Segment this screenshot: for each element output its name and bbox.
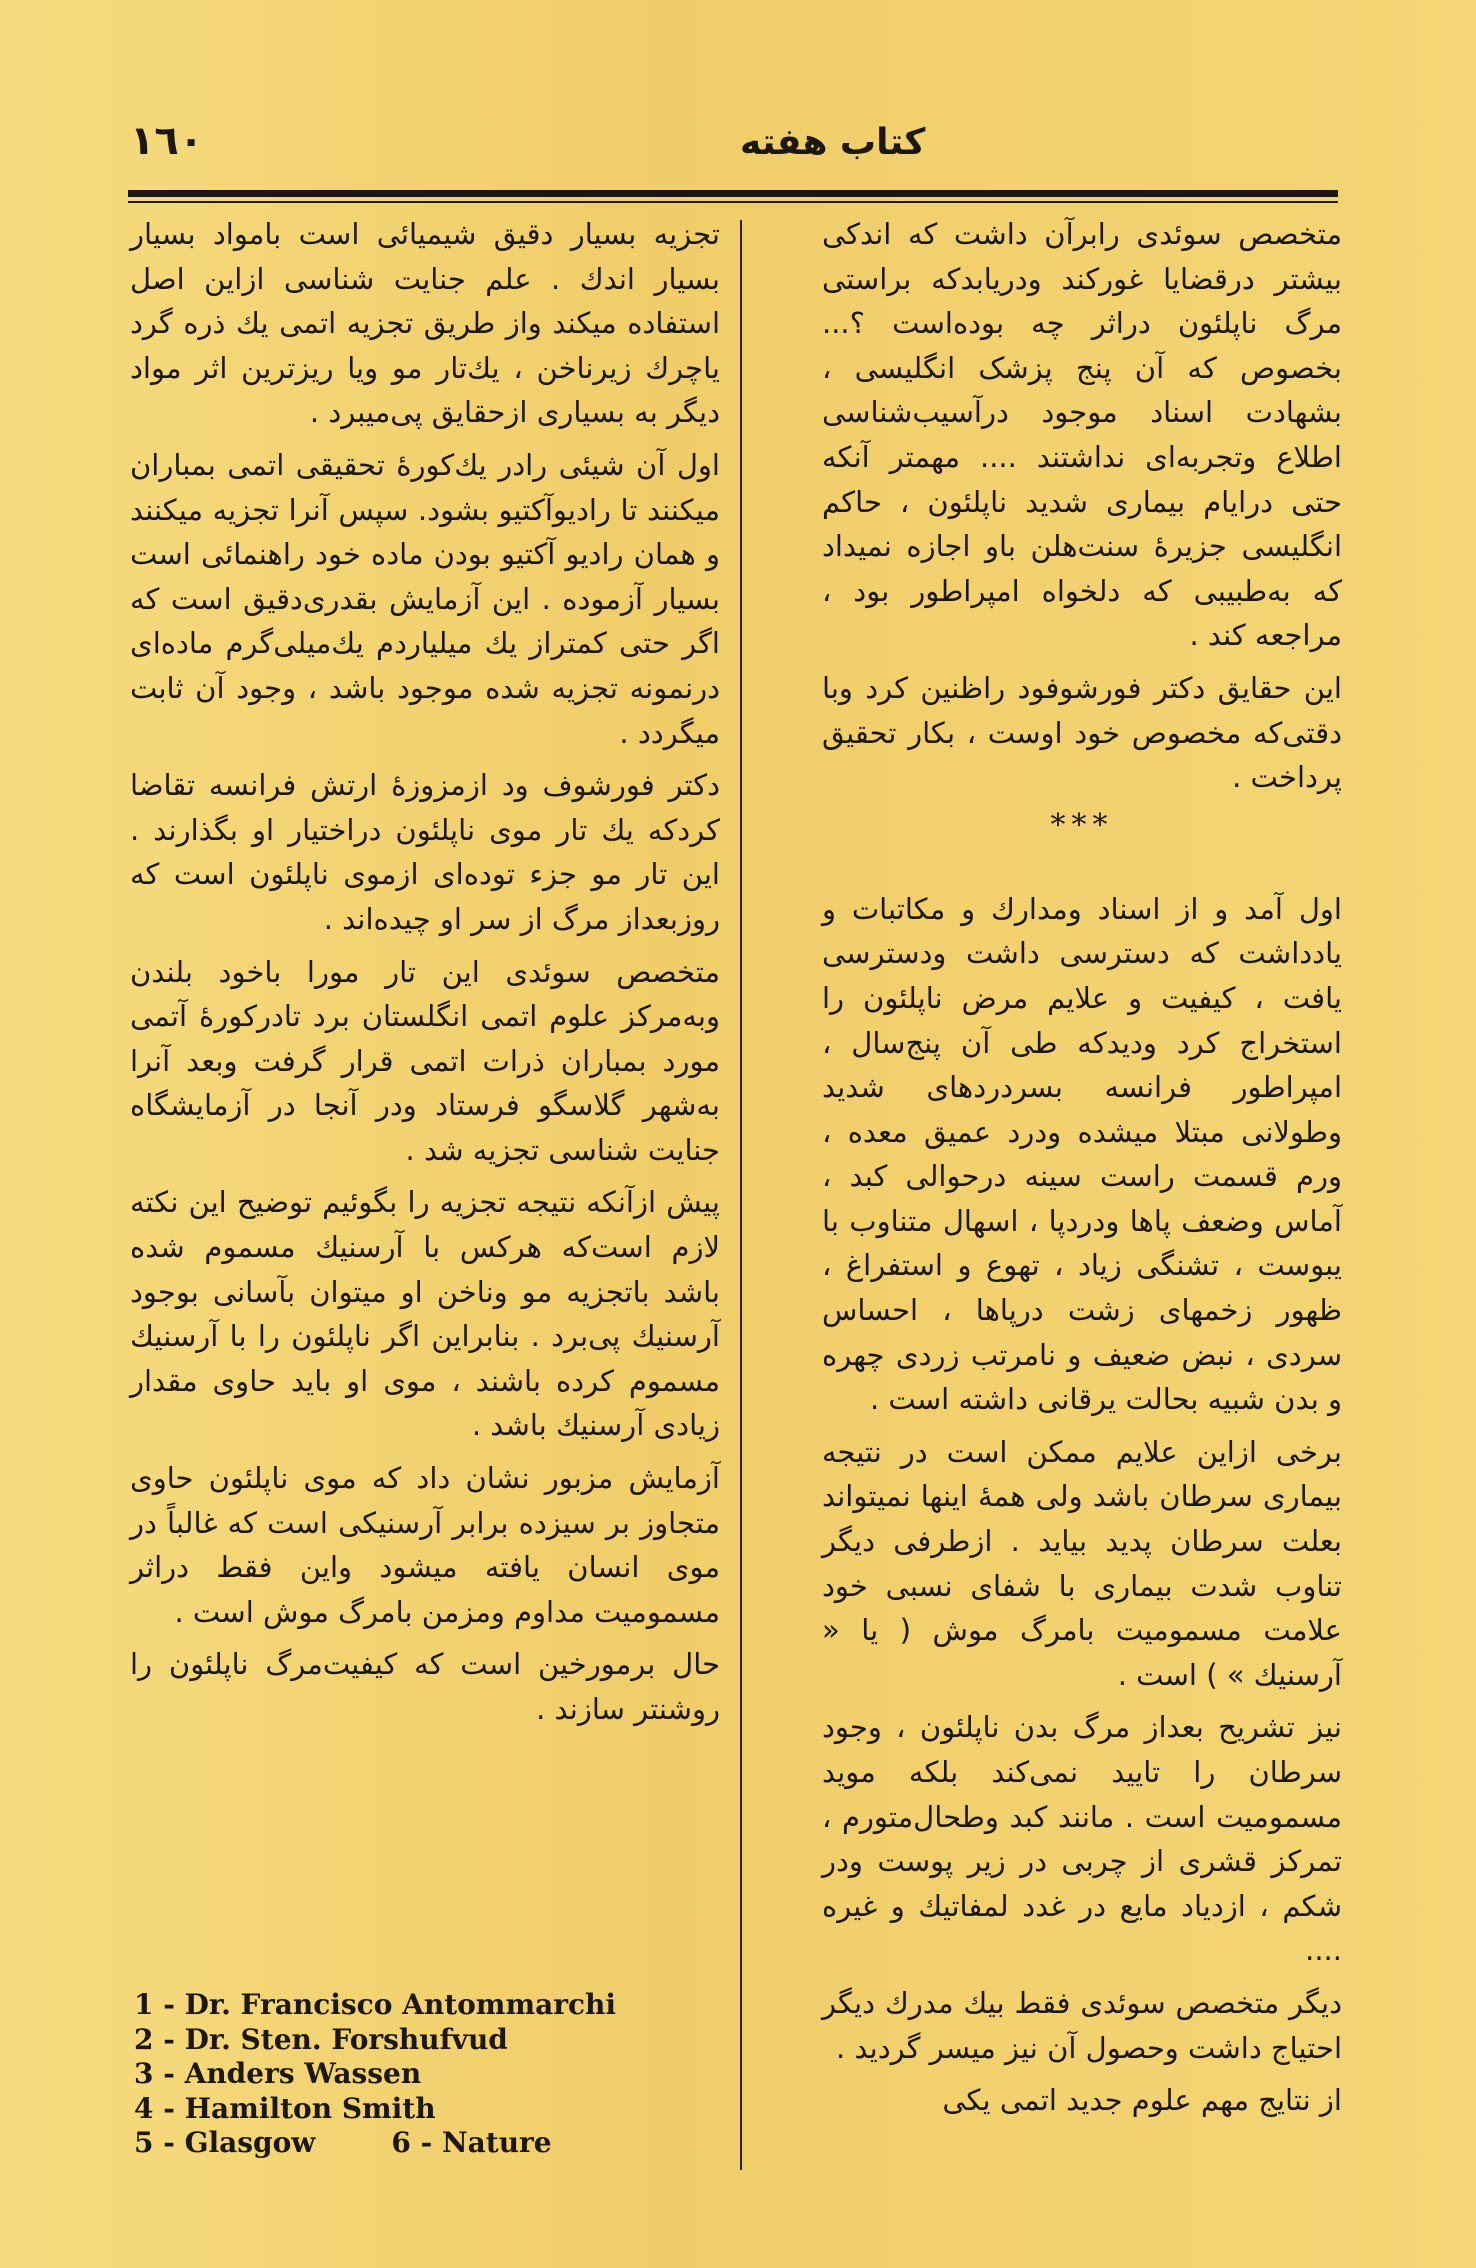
- running-title: کتاب هفته: [740, 122, 926, 163]
- paragraph: متخصص سوئدی این تار مورا باخود بلندن وبه‌مرکز علوم اتمی انگلستان برد تادرکورهٔ آتمی مورد بمباران ذرات اتمی قرار گرفت وبعد آنرا به‌شهر گلاسگو فرستاد ودر آنجا در آزمایشگاه جنایت شناسی تجزیه شد .: [130, 954, 720, 1167]
- footnote-row: [134, 2126, 734, 2161]
- paragraph: آزمایش مزبور نشان داد که موی ناپلئون حاوی متجاوز بر سیزده برابر آرسنیکی است که غالباً در موی انسان یافته میشود واین فقط دراثر مسمومیت مداوم ومزمن بامرگ موش است .: [130, 1461, 720, 1629]
- header-rule-thick: [128, 190, 1338, 197]
- paragraph: دیگر متخصص سوئدی فقط بیك مدرك دیگر احتیاج داشت وحصول آن نیز میسر گردید .: [822, 1985, 1342, 2065]
- section-separator: ***: [1050, 807, 1114, 843]
- footnote: 3 - Anders Wassen: [134, 2057, 422, 2090]
- paragraph: متخصص سوئدی رابرآن داشت که اندکی بیشتر درقضایا غورکند ودریابدکه براستی مرگ ناپلئون دراثر چه بوده‌است ؟... بخصوص که آن پنج پزشک انگلیسی ، بشهادت اسناد موجود درآسیب‌شناسی اطلاع وتجربه‌ای نداشتند .... مهمتر آنکه حتی درایام بیماری شدید ناپلئون ، حاکم انگلیسی جزیرهٔ سنت‌هلن باو اجازه نمیداد که به‌طبیبی که دلخواه امپراطور بود ، مراجعه کند .: [822, 217, 1342, 653]
- page-header: [130, 118, 1336, 178]
- paragraph: اول آن شیئی رادر یك‌کورهٔ تحقیقی اتمی بمباران میکنند تا رادیوآکتیو بشود. سپس آنرا تجزیه میکنند و همان رادیو آکتیو بودن ماده خود راهنمائی است بسیار آزموده . این آزمایش بقدری‌دقیق است که اگر حتی کمتراز یك میلیاردم یك‌میلی‌گرم ماده‌ای درنمونه تجزیه شده موجود باشد ، وجود آن ثابت میگردد .: [130, 447, 720, 750]
- header-rule-thin: [128, 201, 1338, 203]
- footnote: 5 - Glasgow: [134, 2126, 316, 2159]
- page-number: ١٦٠: [130, 118, 204, 164]
- paragraph: نیز تشریح بعداز مرگ بدن ناپلئون ، وجود سرطان را تایید نمی‌کند بلکه موید مسمومیت است . مانند کبد وطحال‌متورم ، تمرکز قشری از چربی در زیر پوست ودر شکم ، ازدیاد مایع در غدد لمفاتیك و غیره ....: [822, 1710, 1342, 1968]
- footnote: 2 - Dr. Sten. Forshufvud: [134, 2022, 508, 2056]
- paragraph: از نتایج مهم علوم جدید اتمی یکی: [942, 2083, 1342, 2118]
- left-column: [130, 212, 720, 1740]
- paragraph: برخی ازاین علایم ممکن است در نتیجه بیماری سرطان باشد ولی همهٔ اینها نمیتواند بعلت سرطان پدید بیاید . ازطرفی دیگر تناوب شدت بیماری با شفای نسبی خود علامت مسمومیت بامرگ موش ( یا « آرسنیك » ) است .: [822, 1434, 1342, 1692]
- footnote: 1 - Dr. Francisco Antommarchi: [134, 1988, 617, 2021]
- paragraph: پیش ازآنکه نتیجه تجزیه را بگوئیم توضیح این نکته لازم است‌که هرکس با آرسنیك مسموم شده باشد باتجزیه مو وناخن او میتوان بآسانی بوجود آرسنیك پی‌برد . بنابراین اگر ناپلئون را با آرسنیك مسموم کرده باشند ، موی او باید حاوی مقدار زیادی آرسنیك باشد .: [130, 1185, 720, 1443]
- footnote: 4 - Hamilton Smith: [134, 2091, 436, 2125]
- paragraph: تجزیه بسیار دقیق شیمیائی است بامواد بسیار بسیار اندك . علم جنایت شناسی ازاین اصل استفاده میکند واز طریق تجزیه اتمی یك ذره گرد یاچرك زیرناخن ، یك‌تار مو ویا ریزترین اثر مواد دیگر به بسیاری ازحقایق پی‌میبرد .: [130, 217, 720, 430]
- paragraph: حال برمورخین است که کیفیت‌مرگ ناپلئون را روشنتر سازند .: [130, 1647, 720, 1726]
- right-column: [822, 212, 1342, 2131]
- paragraph: اول آمد و از اسناد ومدارك و مکاتبات و یادداشت که دسترسی داشت ودسترسی یافت ، کیفیت و علایم مرض ناپلئون را استخراج کرد ودیدکه طی آن پنج‌سال ، امپراطور فرانسه بسردردهای شدید وطولانی مبتلا میشده ودرد عمیق معده ، ورم قسمت راست سینه درحوالی کبد ، آماس وضعف پاها ودردپا ، اسهال متناوب با یبوست ، تشنگی زیاد ، تهوع و استفراغ ، ظهور زخمهای زشت درپاها ، احساس سردی ، نبض ضعیف و نامرتب زردی چهره و بدن شبیه بحالت یرقانی داشته است .: [822, 891, 1342, 1417]
- footnote: 6 - Nature: [391, 2126, 552, 2159]
- footnotes: [134, 1988, 734, 2161]
- paragraph: دکتر فورشوف ود ازمزوزهٔ ارتش فرانسه تقاضا کردکه یك تار موی ناپلئون دراختیار او بگذارند . این تار مو جزء توده‌ای ازموی ناپلئون است که روزبعداز مرگ از سر او چیده‌اند .: [130, 768, 720, 936]
- paragraph: این حقایق دکتر فورشوفود راظنین کرد وبا دقتی‌که مخصوص خود اوست ، بکار تحقیق پرداخت .: [822, 670, 1342, 795]
- column-divider: [740, 220, 742, 2170]
